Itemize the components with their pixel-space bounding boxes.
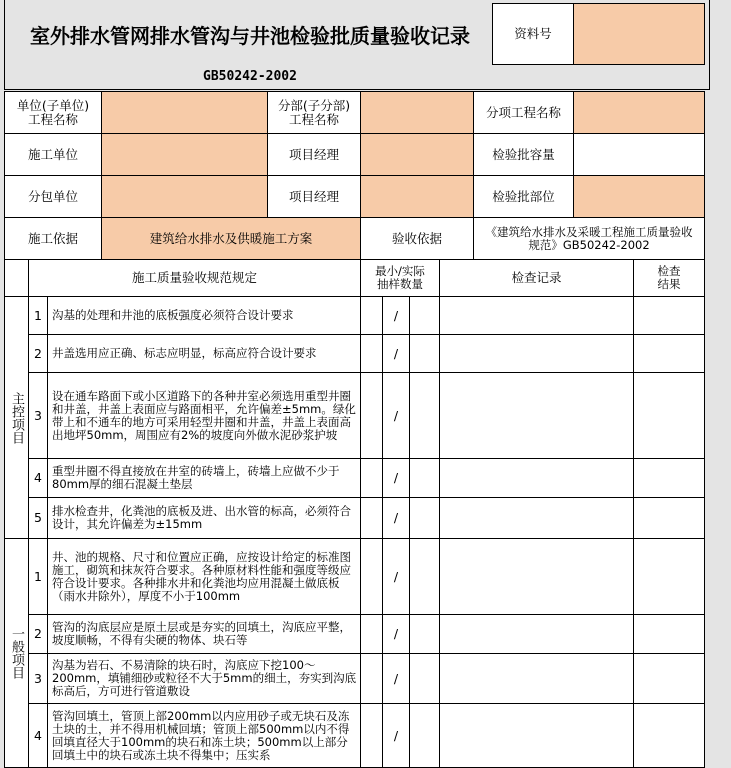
sample-extra[interactable] (409, 497, 440, 539)
item-no: 2 (28, 334, 48, 373)
sample-extra[interactable] (409, 334, 440, 373)
sample-actual[interactable]: / (382, 372, 410, 459)
check-result[interactable] (633, 334, 705, 373)
item-text: 沟基的处理和井池的底板强度必须符合设计要求 (47, 296, 361, 335)
check-result[interactable] (633, 614, 705, 654)
check-record[interactable] (439, 334, 634, 373)
sample-actual[interactable]: / (382, 703, 410, 768)
sample-actual[interactable]: / (382, 334, 410, 373)
check-result[interactable] (633, 653, 705, 704)
result-header: 检查结果 (633, 259, 705, 297)
sample-actual[interactable]: / (382, 296, 410, 335)
item-no: 1 (28, 538, 48, 615)
check-result[interactable] (633, 497, 705, 539)
item-no: 3 (28, 653, 48, 704)
item-name-field[interactable] (573, 91, 705, 134)
pm-label-1: 项目经理 (267, 133, 361, 176)
subcontract-label: 分包单位 (4, 175, 102, 218)
subcontract-field[interactable] (101, 175, 268, 218)
item-text: 井、池的规格、尺寸和位置应正确，应按设计给定的标准图施工，砌筑和抹灰符合要求。各种原材料性能和强度等级应符合设计要求。各种排水井和化粪池均应用混凝土做底板（雨水井除外），厚度不小于100mm (47, 538, 361, 615)
sample-actual[interactable]: / (382, 538, 410, 615)
part-field[interactable] (573, 175, 705, 218)
acceptance-value: 《建筑给水排水及采暖工程施工质量验收规范》GB50242-2002 (473, 217, 705, 260)
sample-actual[interactable]: / (382, 497, 410, 539)
basis-label: 施工依据 (4, 217, 102, 260)
item-no: 4 (28, 703, 48, 768)
sample-actual[interactable]: / (382, 458, 410, 498)
item-text: 沟基为岩石、不易清除的块石时，沟底应下挖100～200mm，填铺细砂或粒径不大于5mm的细土，夯实到沟底标高后，方可进行管道敷设 (47, 653, 361, 704)
doc-no-field[interactable] (573, 3, 705, 65)
check-result[interactable] (633, 703, 705, 768)
general-group-label: 一般项目 (4, 538, 29, 768)
table-corner (4, 259, 29, 297)
item-no: 2 (28, 614, 48, 654)
part-label: 检验批部位 (473, 175, 574, 218)
check-record[interactable] (439, 614, 634, 654)
pm-field-2[interactable] (360, 175, 474, 218)
pm-label-2: 项目经理 (267, 175, 361, 218)
item-no: 1 (28, 296, 48, 335)
sample-extra[interactable] (409, 703, 440, 768)
check-record[interactable] (439, 538, 634, 615)
sample-min[interactable] (360, 497, 383, 539)
sample-extra[interactable] (409, 458, 440, 498)
item-no: 5 (28, 497, 48, 539)
unit-name-field[interactable] (101, 91, 268, 134)
unit-name-label: 单位(子单位)工程名称 (4, 91, 102, 134)
sample-actual[interactable]: / (382, 614, 410, 654)
pm-field-1[interactable] (360, 133, 474, 176)
main-group-label: 主控项目 (4, 296, 29, 539)
capacity-field[interactable] (573, 133, 705, 176)
item-text: 管沟的沟底层应是原土层或是夯实的回填土，沟底应平整，坡度顺畅，不得有尖硬的物体、块石等 (47, 614, 361, 654)
capacity-label: 检验批容量 (473, 133, 574, 176)
sample-extra[interactable] (409, 372, 440, 459)
sub-project-field[interactable] (360, 91, 474, 134)
check-result[interactable] (633, 538, 705, 615)
sample-min[interactable] (360, 653, 383, 704)
sample-header: 最小/实际抽样数量 (360, 259, 440, 297)
item-text: 井盖选用应正确、标志应明显，标高应符合设计要求 (47, 334, 361, 373)
standard-code: GB50242-2002 (203, 68, 297, 84)
sample-min[interactable] (360, 334, 383, 373)
sample-min[interactable] (360, 614, 383, 654)
item-text: 重型井圈不得直接放在井室的砖墙上，砖墙上应做不少于80mm厚的细石混凝土垫层 (47, 458, 361, 498)
sample-extra[interactable] (409, 653, 440, 704)
sample-min[interactable] (360, 538, 383, 615)
sub-project-label: 分部(子分部)工程名称 (267, 91, 361, 134)
spec-header: 施工质量验收规范规定 (28, 259, 361, 297)
check-result[interactable] (633, 296, 705, 335)
item-no: 4 (28, 458, 48, 498)
sample-min[interactable] (360, 372, 383, 459)
sample-extra[interactable] (409, 296, 440, 335)
check-record[interactable] (439, 458, 634, 498)
sample-min[interactable] (360, 458, 383, 498)
check-record[interactable] (439, 653, 634, 704)
check-record[interactable] (439, 372, 634, 459)
check-record[interactable] (439, 703, 634, 768)
acceptance-label: 验收依据 (360, 217, 474, 260)
item-text: 排水检查井，化粪池的底板及进、出水管的标高，必须符合设计，其允许偏差为±15mm (47, 497, 361, 539)
sample-min[interactable] (360, 296, 383, 335)
check-result[interactable] (633, 458, 705, 498)
sample-actual[interactable]: / (382, 653, 410, 704)
check-record[interactable] (439, 497, 634, 539)
item-text: 管沟回填土，管顶上部200mm以内应用砂子或无块石及冻土块的土，并不得用机械回填；管顶上部500mm以内不得回填直径大于100mm的块石和冻土块；500mm以上部分回填土中的块石或冻土块不得集中；压实系 (47, 703, 361, 768)
check-result[interactable] (633, 372, 705, 459)
check-record[interactable] (439, 296, 634, 335)
basis-value[interactable]: 建筑给水排水及供暖施工方案 (101, 217, 361, 260)
sample-extra[interactable] (409, 538, 440, 615)
sample-extra[interactable] (409, 614, 440, 654)
item-name-label: 分项工程名称 (473, 91, 574, 134)
record-header: 检查记录 (439, 259, 634, 297)
sample-min[interactable] (360, 703, 383, 768)
item-text: 设在通车路面下或小区道路下的各种井室必须选用重型井圈和井盖，井盖上表面应与路面相平，允许偏差±5mm。绿化带上和不通车的地方可采用轻型井圈和井盖，井盖上表面高出地坪50mm，周围应有2%的坡度向外做水泥砂浆护坡 (47, 372, 361, 459)
item-no: 3 (28, 372, 48, 459)
doc-no-label: 资料号 (492, 3, 574, 65)
construct-unit-field[interactable] (101, 133, 268, 176)
construct-unit-label: 施工单位 (4, 133, 102, 176)
page-title: 室外排水管网排水管沟与井池检验批质量验收记录 (30, 23, 470, 48)
